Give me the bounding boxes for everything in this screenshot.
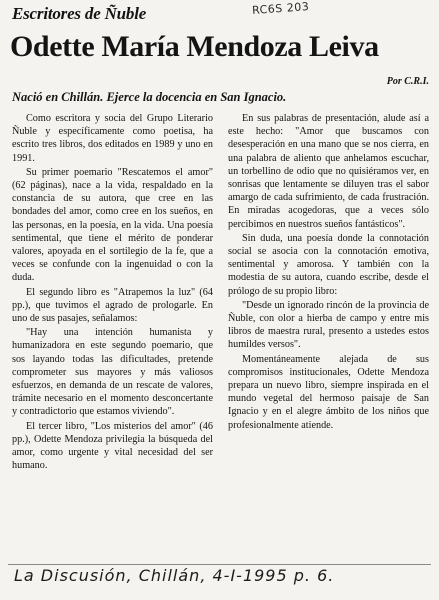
article-column-left <box>12 112 213 473</box>
paragraph: Como escritora y socia del Grupo Literario Ñuble y específicamente como poetisa, ha escrito tres libros, dos editados en 1989 y uno en 1991. <box>12 113 213 164</box>
handwritten-reference-code: RC6S 203 <box>251 0 310 17</box>
paragraph: Momentáneamente alejada de sus compromisos institucionales, Odette Mendoza prepara un nuevo libro, siempre inspirada en el mundo vegetal del hermoso paisaje de San Ignacio y en el alegre ámbito de los niños que profesionalmente atiende. <box>228 353 429 431</box>
section-heading: Escritores de Ñuble <box>12 4 147 23</box>
paragraph: "Hay una intención humanista y humanizadora en este segundo poemario, que sos layando todas las dificultades, pretende comprometer sus mayores y más valiosos esfuerzos, en demanda de un rescate de valores, trámite necesario en el momento desconcertante y contradictorio que estamos viviendo". <box>12 327 213 418</box>
article-column-right <box>228 112 429 433</box>
paragraph: El tercer libro, "Los misterios del amor" (46 pp.), Odette Mendoza privilegia la búsqueda del amor, como urgente y vital necesidad del ser humano. <box>12 420 213 472</box>
article-byline: Por C.R.I. <box>386 76 429 87</box>
paragraph: Sin duda, una poesía donde la connotación social se asocia con la connotación emotiva, sentimental y amorosa. Y también con la modestia de su autora, cuando escribe, desde el prólogo de su propio libro: <box>228 232 429 297</box>
paragraph: "Desde un ignorado rincón de la provincia de Ñuble, con olor a hierba de campo y entre mis libros de maestra rural, presento a ustedes estos humildes versos". <box>228 299 429 351</box>
paragraph: El segundo libro es "Atrapemos la luz" (64 pp.), que tuvimos el agrado de prologarle. En uno de sus pasajes, señalamos: <box>12 286 213 325</box>
paragraph: Su primer poemario "Rescatemos el amor" (62 páginas), nace a la vida, respaldado en la constancia de su autora, que cree en las bondades del amor, como cree en los sueños, en las personas, en la poesía, en la vida. Una poesía sentimental, que tiene el mérito de ponderar valores, apoyada en el sortilegio de la fe, que a veces se confunde con la ingenuidad o con la duda. <box>12 166 213 284</box>
article-headline: Odette María Mendoza Leiva <box>10 30 379 63</box>
divider <box>8 564 431 565</box>
handwritten-source-note: La Discusión, Chillán, 4-I-1995 p. 6. <box>14 566 335 585</box>
article-lede: Nació en Chillán. Ejerce la docencia en San Ignacio. <box>12 90 287 104</box>
paragraph: En sus palabras de presentación, alude así a este hecho: "Amor que buscamos con desesperación en una mano que se nos cierra, en una palabra de aliento que anhelamos escuchar, un torbellino de odio que no quisiéramos ver, en sonrisas que lentamente se diluyen tras el sabor amargo de cada sufrimiento, de cada frustración. En miradas acogedoras, que a veces sólo percibimos en nuestros sueños fantásticos". <box>228 113 429 230</box>
